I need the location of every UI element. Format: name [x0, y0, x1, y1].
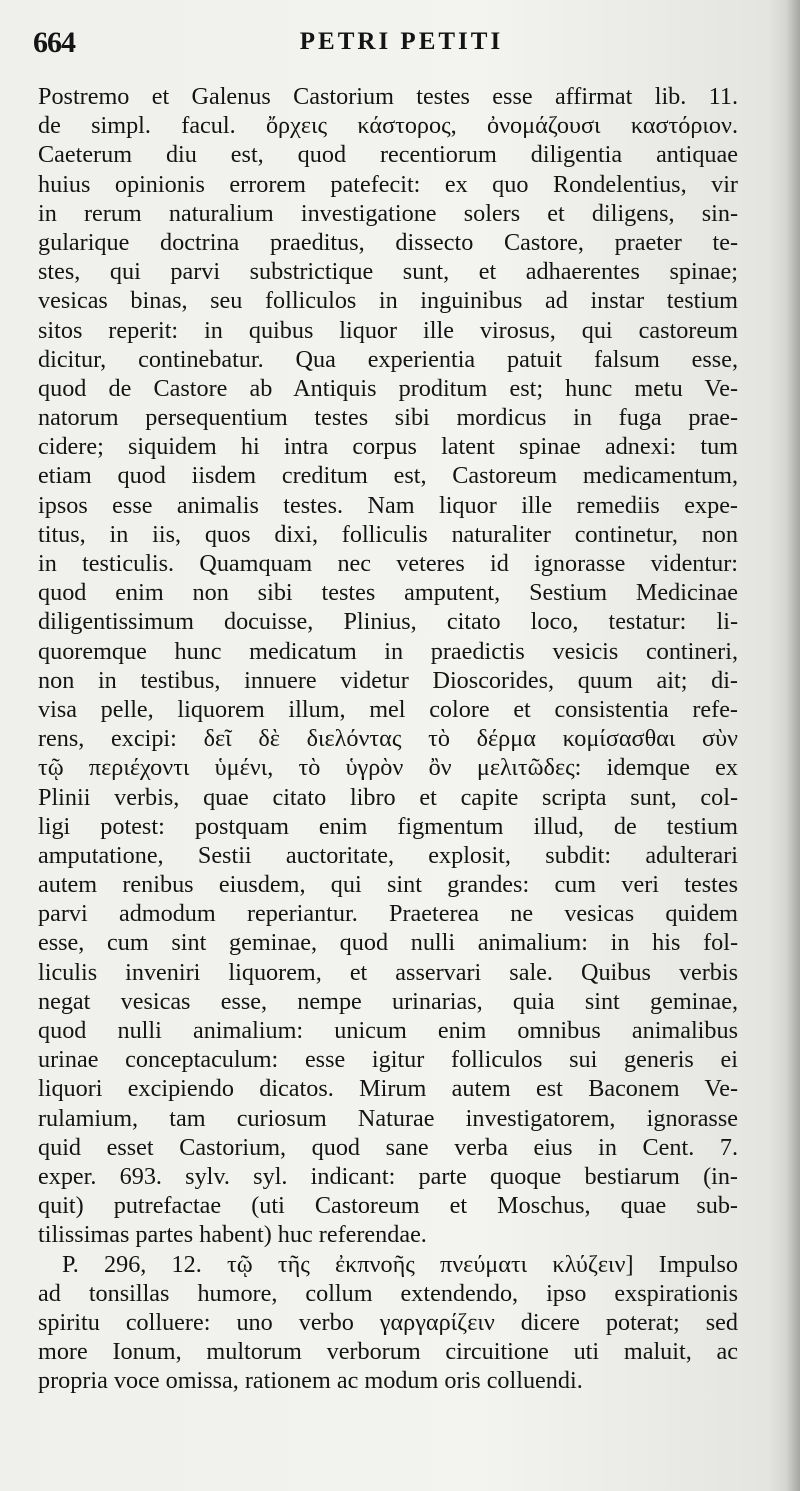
text-line: τῷ περιέχοντι ὑμένι, τὸ ὑγρὸν ὂν μελιτῶδες: idemque ex: [38, 754, 738, 782]
text-line: quod enim non sibi testes amputent, Sestium Medicinae: [38, 579, 738, 607]
text-line: quit) putrefactae (uti Castoreum et Moschus, quae sub-: [38, 1192, 738, 1220]
text-line: P. 296, 12. τῷ τῆς ἐκπνοῆς πνεύματι κλύζειν] Impulso: [62, 1250, 738, 1278]
text-line: etiam quod iisdem creditum est, Castoreum medicamentum,: [38, 462, 738, 490]
text-line: Plinii verbis, quae citato libro et capite scripta sunt, col-: [38, 783, 738, 811]
text-line: quod de Castore ab Antiquis proditum est; hunc metu Ve-: [38, 374, 738, 402]
text-line: ligi potest: postquam enim figmentum illud, de testium: [38, 812, 738, 840]
text-line: tilissimas partes habent) huc referendae.: [38, 1221, 427, 1249]
text-line: gularique doctrina praeditus, dissecto Castore, praeter te-: [38, 228, 738, 256]
text-line: urinae conceptaculum: esse igitur folliculos sui generis ei: [38, 1046, 738, 1074]
page-header: [33, 26, 770, 66]
text-line: rens, excipi: δεῖ δὲ διελόντας τὸ δέρμα κομίσασθαι σὺν: [38, 725, 738, 753]
text-line: negat vesicas esse, nempe urinarias, quia sint geminae,: [38, 987, 738, 1015]
text-line: propria voce omissa, rationem ac modum oris colluendi.: [38, 1367, 583, 1395]
text-line: quid esset Castorium, quod sane verba eius in Cent. 7.: [38, 1133, 738, 1161]
text-line: quod nulli animalium: unicum enim omnibus animalibus: [38, 1017, 738, 1044]
text-line: natorum persequentium testes sibi mordicus in fuga prae-: [38, 404, 738, 432]
text-line: exper. 693. sylv. syl. indicant: parte quoque bestiarum (in-: [38, 1162, 738, 1190]
text-line: ad tonsillas humore, collum extendendo, ipso exspirationis: [38, 1279, 738, 1307]
text-line: de simpl. facul. ὄρχεις κάστορος, ὀνομάζουσι καστόριον.: [38, 112, 738, 140]
text-line: Postremo et Galenus Castorium testes esse affirmat lib. 11.: [38, 83, 738, 110]
text-line: visa pelle, liquorem illum, mel colore et consistentia refe-: [38, 695, 738, 723]
text-line: quoremque hunc medicatum in praedictis vesicis contineri,: [38, 637, 738, 665]
text-line: in rerum naturalium investigatione solers et diligens, sin-: [38, 199, 738, 227]
text-line: liquori excipiendo dicatos. Mirum autem est Baconem Ve-: [38, 1075, 738, 1103]
text-line: liculis inveniri liquorem, et asservari sale. Quibus verbis: [38, 958, 738, 986]
text-line: huius opinionis errorem patefecit: ex quo Rondelentius, vir: [38, 170, 738, 198]
running-head: PETRI PETITI: [299, 28, 504, 55]
text-line: in testiculis. Quamquam nec veteres id ignorasse videntur:: [38, 550, 738, 577]
text-line: sitos reperit: in quibus liquor ille virosus, qui castoreum: [38, 316, 738, 344]
text-line: rulamium, tam curiosum Naturae investigatorem, ignorasse: [38, 1104, 738, 1132]
text-line: parvi admodum reperiantur. Praeterea ne vesicas quidem: [38, 900, 738, 928]
text-line: stes, qui parvi substrictique sunt, et adhaerentes spinae;: [38, 258, 738, 286]
page-number: 664: [33, 26, 75, 59]
text-line: esse, cum sint geminae, quod nulli animalium: in his fol-: [38, 929, 738, 957]
text-line: titus, in iis, quos dixi, folliculis naturaliter continetur, non: [38, 520, 738, 548]
page-edge-shadow: [786, 0, 800, 1491]
text-line: diligentissimum docuisse, Plinius, citato loco, testatur: li-: [38, 608, 738, 636]
text-line: cidere; siquidem hi intra corpus latent spinae adnexi: tum: [38, 433, 738, 461]
text-line: vesicas binas, seu folliculos in inguinibus ad instar testium: [38, 287, 738, 315]
text-line: Caeterum diu est, quod recentiorum diligentia antiquae: [38, 141, 738, 169]
text-line: ipsos esse animalis testes. Nam liquor ille remediis expe-: [38, 491, 738, 519]
text-line: more Ionum, multorum verborum circuitione uti maluit, ac: [38, 1338, 738, 1366]
text-line: autem renibus eiusdem, qui sint grandes: cum veri testes: [38, 871, 738, 899]
text-line: amputatione, Sestii auctoritate, explosit, subdit: adulterari: [38, 841, 738, 869]
text-line: spiritu colluere: uno verbo γαργαρίζειν dicere poterat; sed: [38, 1308, 738, 1336]
text-line: dicitur, continebatur. Qua experientia patuit falsum esse,: [38, 345, 738, 373]
text-line: non in testibus, innuere videtur Dioscorides, quum ait; di-: [38, 666, 738, 694]
body-text: [38, 82, 738, 1395]
